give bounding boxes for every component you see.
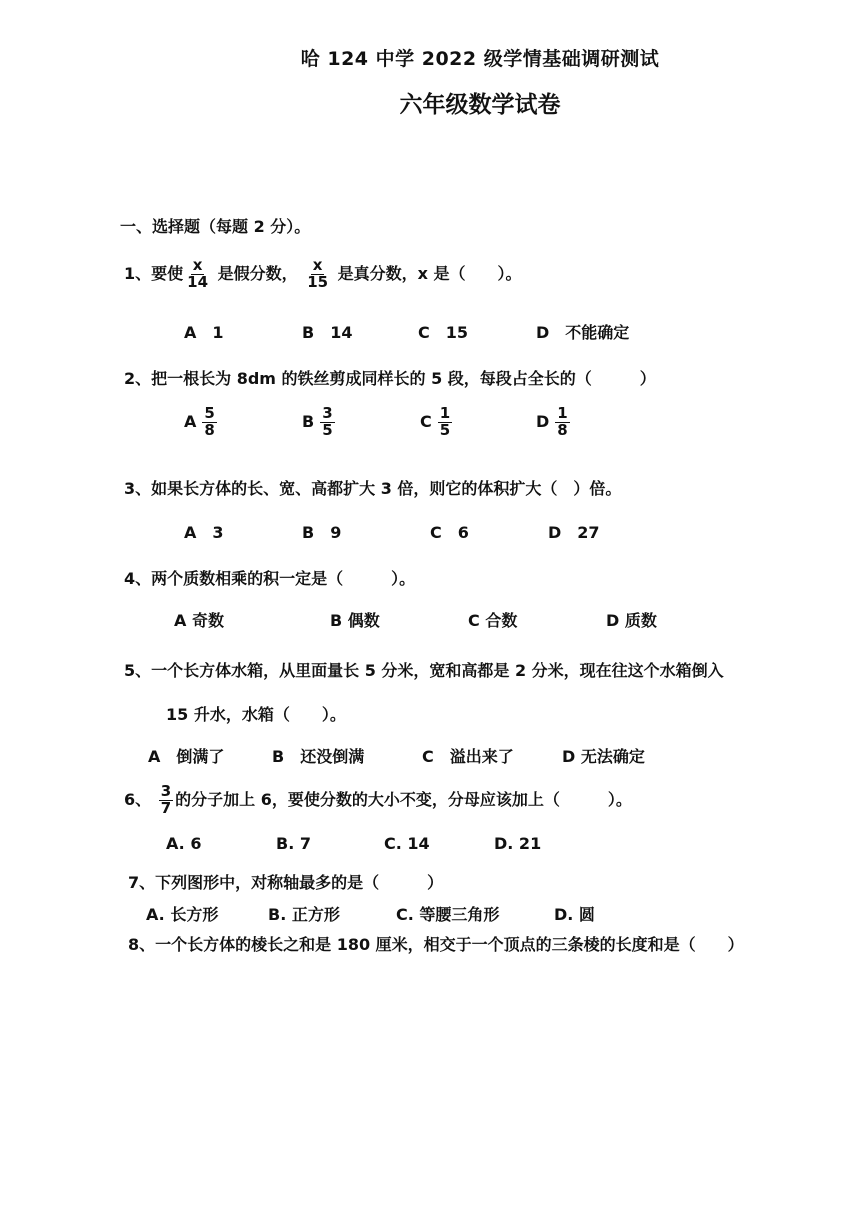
question-1 [124, 258, 522, 291]
fraction-numerator: x [312, 256, 323, 274]
option-c: C 溢出来了 [422, 747, 514, 766]
question-1-tail: 是真分数，x 是（ ）。 [337, 263, 522, 283]
option-d [536, 406, 572, 439]
option-fraction [202, 406, 216, 439]
question-7: 7、下列图形中，对称轴最多的是（ ） [128, 873, 444, 892]
exam-title: 哈 124 中学 2022 级学情基础调研测试 [300, 48, 660, 70]
option-a: A 倒满了 [148, 747, 225, 766]
option-c: C. 等腰三角形 [396, 905, 500, 924]
option-b: B 14 [302, 323, 353, 342]
fraction-denominator: 14 [187, 272, 209, 291]
fraction-3-over-7 [159, 784, 173, 817]
fraction-numerator: 3 [160, 782, 172, 800]
option-fraction [438, 406, 452, 439]
option-letter: A [184, 411, 197, 431]
fraction-numerator: 5 [204, 404, 215, 422]
question-1-mid: 是假分数， [217, 263, 298, 283]
option-a: A. 6 [166, 834, 202, 853]
fraction-denominator: 8 [557, 420, 568, 439]
fraction-x-over-14 [185, 258, 210, 291]
option-d: D 不能确定 [536, 323, 630, 342]
option-b [302, 406, 337, 439]
option-c: C. 14 [384, 834, 430, 853]
option-d: D 质数 [606, 611, 657, 630]
fraction-numerator: 3 [322, 404, 333, 422]
fraction-denominator: 5 [322, 420, 333, 439]
exam-subtitle: 六年级数学试卷 [399, 92, 561, 118]
question-6-lead: 6、 [124, 789, 152, 809]
question-6-tail: 的分子加上 6，要使分数的大小不变，分母应该加上（ ）。 [175, 789, 632, 809]
option-fraction [320, 406, 334, 439]
fraction-numerator: 1 [439, 404, 451, 422]
option-b: B. 正方形 [268, 905, 340, 924]
option-a: A 奇数 [174, 611, 224, 630]
question-5-line-1: 5、一个长方体水箱，从里面量长 5 分米，宽和高都是 2 分米，现在往这个水箱倒入 [124, 661, 724, 680]
fraction-denominator: 15 [307, 272, 329, 291]
option-d: D 27 [548, 523, 600, 542]
question-6 [124, 784, 632, 817]
question-4: 4、两个质数相乘的积一定是（ ）。 [124, 569, 416, 588]
question-8: 8、一个长方体的棱长之和是 180 厘米，相交于一个顶点的三条棱的长度和是（ ） [128, 935, 744, 954]
option-d: D 无法确定 [562, 747, 645, 766]
question-1-lead: 1、要使 [124, 263, 184, 283]
option-c [420, 406, 454, 439]
option-b: B. 7 [276, 834, 311, 853]
option-a: A. 长方形 [146, 905, 219, 924]
option-c: C 15 [418, 323, 469, 342]
option-letter: B [302, 411, 315, 431]
option-a: A 1 [184, 323, 224, 342]
fraction-x-over-15 [305, 258, 330, 291]
option-letter: D [536, 411, 550, 431]
option-d: D. 21 [494, 834, 542, 853]
question-2: 2、把一根长为 8dm 的铁丝剪成同样长的 5 段，每段占全长的（ ） [124, 369, 656, 388]
option-a: A 3 [184, 523, 224, 542]
option-d: D. 圆 [554, 905, 595, 924]
option-a [184, 406, 219, 439]
question-5-line-2: 15 升水，水箱（ ）。 [166, 705, 346, 724]
fraction-numerator: 1 [557, 404, 568, 422]
option-b: B 还没倒满 [272, 747, 365, 766]
question-3: 3、如果长方体的长、宽、高都扩大 3 倍，则它的体积扩大（ ）倍。 [124, 479, 622, 498]
option-c: C 合数 [468, 611, 518, 630]
section-heading: 一、选择题（每题 2 分）。 [120, 217, 311, 236]
fraction-denominator: 7 [160, 798, 172, 817]
fraction-denominator: 8 [204, 420, 215, 439]
option-c: C 6 [430, 523, 469, 542]
fraction-numerator: x [192, 256, 203, 274]
option-b: B 偶数 [330, 611, 380, 630]
option-letter: C [420, 411, 432, 431]
option-b: B 9 [302, 523, 342, 542]
fraction-denominator: 5 [439, 420, 451, 439]
option-fraction [555, 406, 569, 439]
